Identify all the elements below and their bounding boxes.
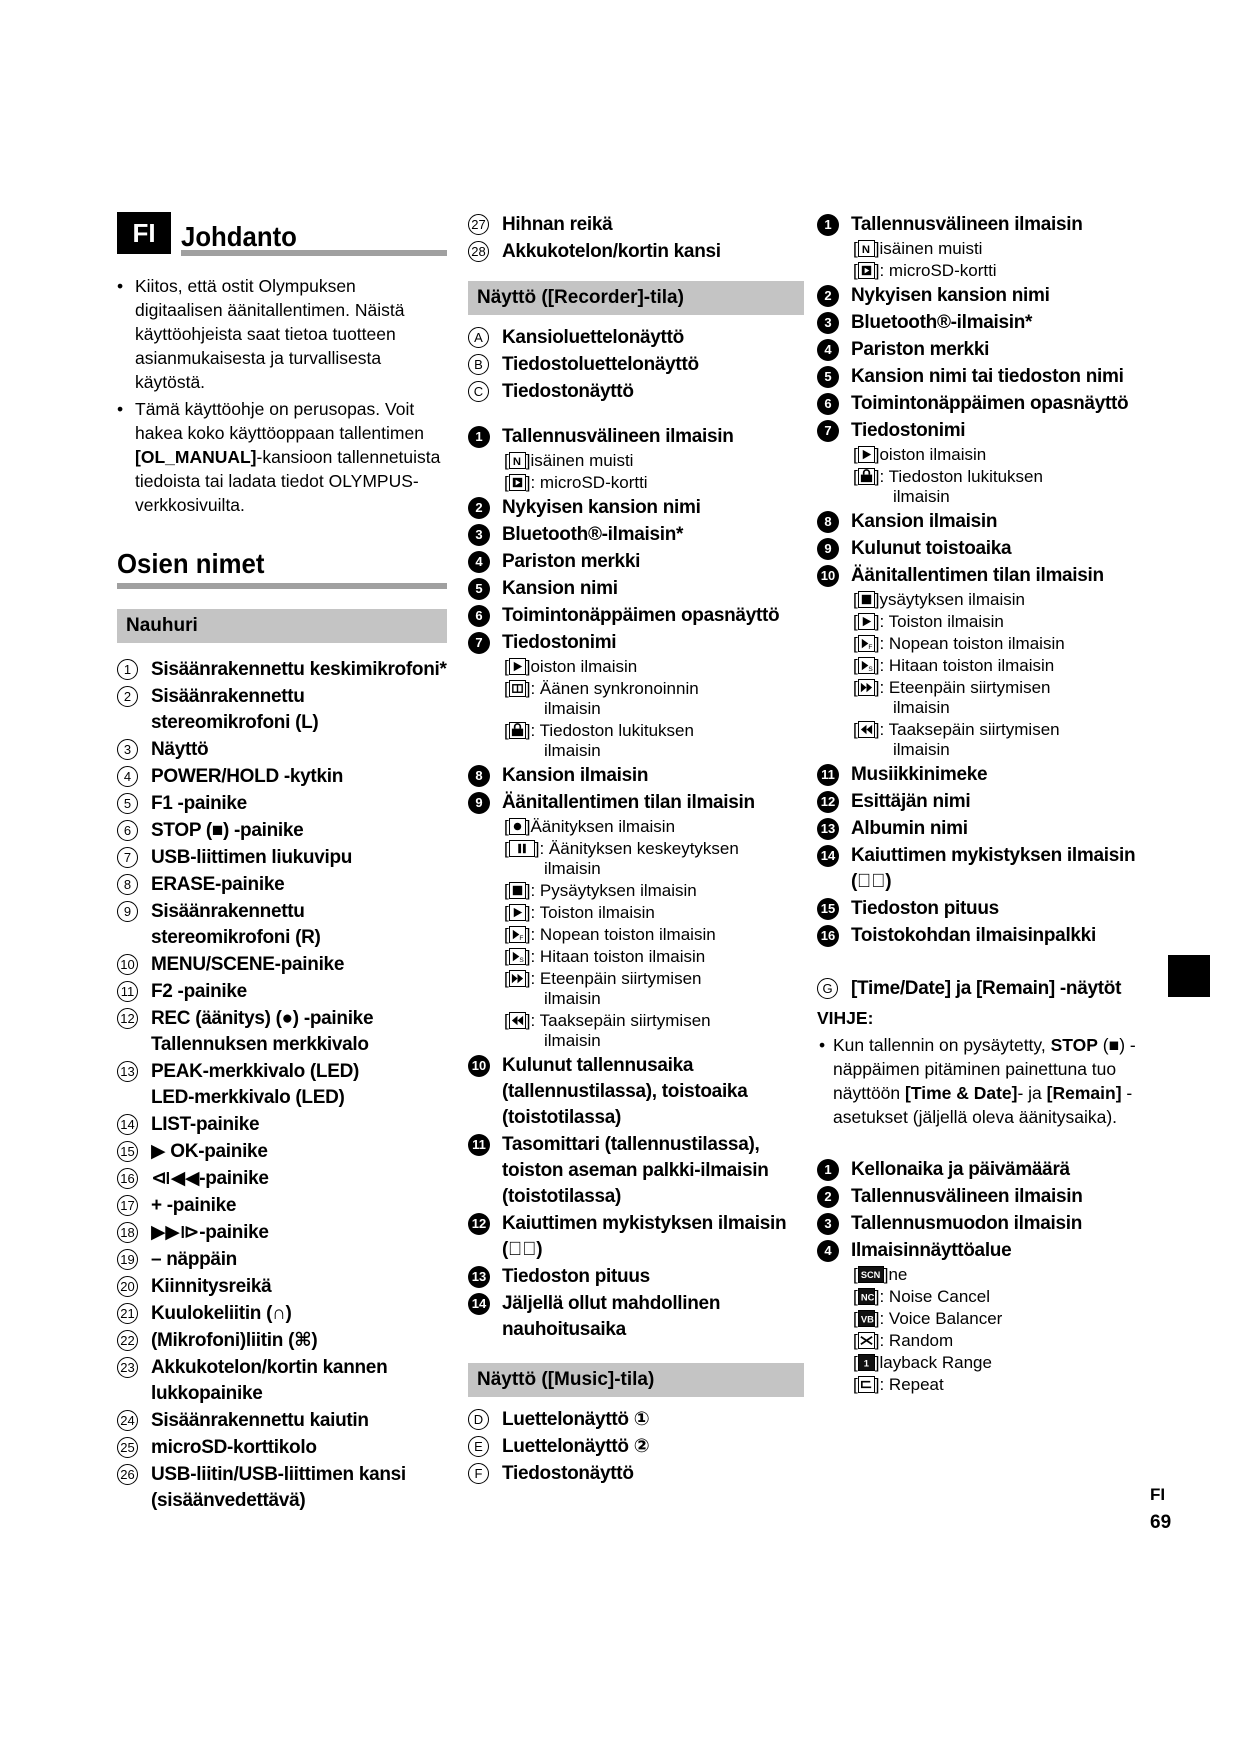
part-item: 5 F1 -painike (117, 791, 447, 817)
display-item-label: Tallennusvälineen ilmaisin (851, 214, 1083, 235)
part-item-label: Sisäänrakennettu stereomikrofoni (R) (151, 901, 321, 948)
recorder-display-label: Näyttö ([Recorder]-tila) (468, 281, 804, 315)
stop-icon (509, 882, 526, 899)
part-item-label: Kiinnitysreikä (151, 1276, 272, 1297)
part-item: 21 Kuulokeliitin (∩) (117, 1301, 447, 1327)
display-item: 4 Pariston merkki (817, 337, 1143, 363)
display-item-label: Pariston merkki (851, 339, 990, 360)
recorder-display-screens (468, 325, 804, 405)
range-icon (858, 1354, 875, 1371)
indicator-row: [ S ]: Hitaan toiston ilmaisin (853, 656, 1055, 675)
part-item-label: F1 -painike (151, 793, 247, 814)
indicator-row: [ F ]: Nopean toiston ilmaisin (853, 634, 1065, 653)
indicator-row: [ ]ysäytyksen ilmaisin (853, 590, 1025, 609)
slow-icon (858, 657, 875, 674)
part-item-label: Sisäänrakennettu kaiutin (151, 1410, 369, 1431)
display-item-label: Ilmaisinnäyttöalue (851, 1240, 1012, 1261)
screen-item-label: Tiedostonäyttö (502, 1463, 634, 1484)
part-item: 16 ⧏◀◀-painike (117, 1166, 447, 1192)
part-item: 9 Sisäänrakennettu stereomikrofoni (R) (117, 899, 447, 951)
part-item: 7 USB-liittimen liukuvipu (117, 845, 447, 871)
part-item: 2 Sisäänrakennettu stereomikrofoni (L) (117, 684, 447, 736)
part-item: 27 Hihnan reikä (468, 212, 804, 238)
screen-item-label: Luettelonäyttö ② (502, 1436, 650, 1457)
indicator-row: [ ]: Eteenpäin siirtymisen ilmaisin (853, 678, 1051, 717)
display-item-label: Kaiuttimen mykistyksen ilmaisin (◀⃠) (502, 1213, 787, 1260)
sync-icon (509, 680, 526, 697)
part-item-label: Sisäänrakennettu stereomikrofoni (L) (151, 686, 319, 733)
display-item: 3 Tallennusmuodon ilmaisin (817, 1211, 1143, 1237)
part-item: 24 Sisäänrakennettu kaiutin (117, 1408, 447, 1434)
play-icon (858, 613, 875, 630)
part-item-label: Kuulokeliitin (∩) (151, 1303, 292, 1324)
internal-icon (509, 452, 526, 469)
display-item: 8 Kansion ilmaisin (468, 763, 804, 789)
part-item-label: PEAK-merkkivalo (LED) LED-merkkivalo (LED) (151, 1061, 360, 1108)
part-item: 23 Akkukotelon/kortin kannen lukkopainike (117, 1355, 447, 1407)
lock-icon (858, 468, 875, 485)
fast-icon (509, 926, 526, 943)
display-item-label: Kansion nimi (502, 578, 618, 599)
svg-text:SCN: SCN (860, 1270, 881, 1281)
screen-item: F Tiedostonäyttö (468, 1461, 804, 1487)
part-item: 18 ▶▶⧐-painike (117, 1220, 447, 1246)
intro-bullet: • Kiitos, että ostit Olympuksen digitaalisen äänitallentimen. Näistä käyttöohjeista saat tietoa tuotteen asianmukaisesta ja turvallisesta käytöstä. (117, 274, 447, 394)
display-item: 16 Toistokohdan ilmaisinpalkki (817, 923, 1143, 949)
indicator-row: [ ]: Pysäytyksen ilmaisin (504, 881, 697, 900)
display-item-label: Nykyisen kansion nimi (502, 497, 701, 518)
display-item: 10 Kulunut tallennusaika (tallennustilassa), toistoaika (toistotilassa) (468, 1053, 804, 1131)
display-item: 10 Äänitallentimen tilan ilmaisin (817, 563, 1143, 589)
section-tab-marker (1168, 955, 1210, 997)
screen-item-label: Tiedostoluettelonäyttö (502, 354, 699, 375)
pause-icon (509, 840, 535, 857)
display-item: 1 Tallennusvälineen ilmaisin (817, 212, 1143, 238)
display-item: 13 Albumin nimi (817, 816, 1143, 842)
part-item: 26 USB-liitin/USB-liittimen kansi (sisäänvedettävä) (117, 1462, 447, 1514)
part-item-label: USB-liitin/USB-liittimen kansi (sisäänvedettävä) (151, 1464, 406, 1511)
display-item: 3 Bluetooth®-ilmaisin* (468, 522, 804, 548)
indicator-row: [ S ]: Hitaan toiston ilmaisin (504, 947, 706, 966)
footer-language: FI (1150, 1485, 1166, 1504)
display-item: 4 Ilmaisinnäyttöalue (817, 1238, 1143, 1264)
indicator-row: [ ]: Äänityksen keskeytyksen ilmaisin (504, 839, 739, 878)
display-item: 11 Musiikkinimeke (817, 762, 1143, 788)
page-number: 69 (1150, 1512, 1172, 1533)
screen-item-label: Tiedostonäyttö (502, 381, 634, 402)
display-item-label: Nykyisen kansion nimi (851, 285, 1050, 306)
lock-icon (509, 722, 526, 739)
indicator-row: [ ]: microSD-kortti (504, 473, 648, 492)
svg-text:1: 1 (863, 1358, 869, 1369)
part-item: 15 ▶ OK-painike (117, 1139, 447, 1165)
part-item-label: MENU/SCENE-painike (151, 954, 345, 975)
part-item-label: – näppäin (151, 1249, 237, 1270)
music-display-items (817, 212, 1143, 949)
display-item-label: Kaiuttimen mykistyksen ilmaisin (◀⃠) (851, 845, 1136, 892)
screen-item: A Kansioluettelonäyttö (468, 325, 804, 351)
parts-title-rule (117, 583, 447, 589)
part-item: 13 PEAK-merkkivalo (LED) LED-merkkivalo (LED) (117, 1059, 447, 1111)
display-item: 2 Nykyisen kansion nimi (468, 495, 804, 521)
display-item: 9 Kulunut toistoaika (817, 536, 1143, 562)
display-item-label: Tiedostonimi (851, 420, 966, 441)
display-item: 7 Tiedostonimi (468, 630, 804, 656)
part-item: 25 microSD-korttikolo (117, 1435, 447, 1461)
svg-text:NC: NC (860, 1292, 874, 1303)
display-item-label: Tiedoston pituus (502, 1266, 650, 1287)
part-item-label: ERASE-painike (151, 874, 285, 895)
part-item: 3 Näyttö (117, 737, 447, 763)
svg-text:N: N (861, 244, 870, 256)
display-item: 2 Tallennusvälineen ilmaisin (817, 1184, 1143, 1210)
display-item-label: Kansion nimi tai tiedoston nimi (851, 366, 1124, 387)
part-item: 10 MENU/SCENE-painike (117, 952, 447, 978)
part-item-label: Akkukotelon/kortin kansi (502, 241, 721, 262)
play-icon (858, 446, 875, 463)
indicator-row: [ ]oiston ilmaisin (504, 657, 638, 676)
indicator-row: [ ]Äänityksen ilmaisin (504, 817, 676, 836)
sd-icon (858, 262, 875, 279)
screen-item: E Luettelonäyttö ② (468, 1434, 804, 1460)
intro-heading (117, 212, 447, 254)
part-item-label: STOP (■) -painike (151, 820, 304, 841)
indicator-row: [ ]: Repeat (853, 1375, 944, 1394)
display-item-label: Bluetooth®-ilmaisin* (851, 312, 1033, 333)
display-item-label: Toistokohdan ilmaisinpalkki (851, 925, 1096, 946)
display-item: 5 Kansion nimi tai tiedoston nimi (817, 364, 1143, 390)
indicator-row: [ ]: microSD-kortti (853, 261, 997, 280)
rew-icon (509, 1012, 526, 1029)
part-item-label: ▶ OK-painike (151, 1141, 268, 1162)
indicator-row: [ ]: Taaksepäin siirtymisen ilmaisin (504, 1011, 711, 1050)
display-item: 4 Pariston merkki (468, 549, 804, 575)
fast-icon (858, 635, 875, 652)
indicator-row: [ ]: Tiedoston lukituksen ilmaisin (504, 721, 694, 760)
tip-text: • Kun tallennin on pysäytetty, STOP (■) -näppäimen pitäminen painettuna tuo näyttöön [Time & Date]- ja [Remain] -asetukset (jäljellä oleva äänitysaika). (817, 1033, 1143, 1129)
indicator-row: [ NC ]: Noise Cancel (853, 1287, 991, 1306)
column-3 (817, 212, 1143, 1397)
display-item-label: Musiikkinimeke (851, 764, 988, 785)
display-item-label: Toimintonäppäimen opasnäyttö (851, 393, 1129, 414)
stop-icon (858, 591, 875, 608)
display-item: 12 Kaiuttimen mykistyksen ilmaisin (◀⃠) (468, 1211, 804, 1263)
indicator-row: [ 1 ]layback Range (853, 1353, 992, 1372)
part-item: 17 + -painike (117, 1193, 447, 1219)
part-item-label: microSD-korttikolo (151, 1437, 317, 1458)
display-item-label: Bluetooth®-ilmaisin* (502, 524, 684, 545)
ff-icon (858, 679, 875, 696)
music-display-label: Näyttö ([Music]-tila) (468, 1363, 804, 1397)
display-item: 8 Kansion ilmaisin (817, 509, 1143, 535)
part-item-label: POWER/HOLD -kytkin (151, 766, 344, 787)
screen-item: D Luettelonäyttö ① (468, 1407, 804, 1433)
indicator-row: [ ]: Tiedoston lukituksen ilmaisin (853, 467, 1043, 506)
display-item-label: Toimintonäppäimen opasnäyttö (502, 605, 780, 626)
svg-text:S: S (868, 666, 873, 673)
column-1 (117, 212, 447, 1515)
part-item: 4 POWER/HOLD -kytkin (117, 764, 447, 790)
display-item: 14 Jäljellä ollut mahdollinen nauhoitusaika (468, 1291, 804, 1343)
parts-list-continued (468, 212, 804, 265)
part-item-label: USB-liittimen liukuvipu (151, 847, 353, 868)
ff-icon (509, 970, 526, 987)
display-item-label: Kansion ilmaisin (502, 765, 649, 786)
intro-bullet: • Tämä käyttöohje on perusopas. Voit hakea koko käyttöoppaan tallentimen [OL_MANUAL]-kansioon tallennetuista tiedoista tai ladata tiedot OLYMPUS-verkkosivuilta. (117, 397, 447, 517)
display-item-label: Äänitallentimen tilan ilmaisin (851, 565, 1104, 586)
svg-text:S: S (519, 957, 524, 964)
part-item: 12 REC (äänitys) (●) -painike Tallennuksen merkkivalo (117, 1006, 447, 1058)
part-item-label: LIST-painike (151, 1114, 260, 1135)
display-item-label: Kulunut toistoaika (851, 538, 1012, 559)
indicator-row: [ VB ]: Voice Balancer (853, 1309, 1003, 1328)
svg-text:VB: VB (860, 1314, 874, 1325)
time-display-items (817, 1157, 1143, 1395)
part-item-label: Näyttö (151, 739, 209, 760)
indicator-row: [ ]: Taaksepäin siirtymisen ilmaisin (853, 720, 1060, 759)
part-item-label: (Mikrofoni)liitin (⌘) (151, 1330, 318, 1351)
display-item: 12 Esittäjän nimi (817, 789, 1143, 815)
time-display-heading: G [Time/Date] ja [Remain] -näytöt (817, 976, 1143, 1002)
column-2 (468, 212, 804, 1488)
display-item: 11 Tasomittari (tallennustilassa), toiston aseman palkki-ilmaisin (toistotilassa) (468, 1132, 804, 1210)
parts-title: Osien nimet (117, 548, 265, 579)
display-item-label: Esittäjän nimi (851, 791, 971, 812)
part-item-label: Sisäänrakennettu keskimikrofoni* (151, 659, 447, 680)
play-icon (509, 904, 526, 921)
recorder-display-items (468, 424, 804, 1343)
indicator-row: [ ]: Eteenpäin siirtymisen ilmaisin (504, 969, 702, 1008)
random-icon (858, 1332, 875, 1349)
display-item: 5 Kansion nimi (468, 576, 804, 602)
display-item: 9 Äänitallentimen tilan ilmaisin (468, 790, 804, 816)
display-item: 6 Toimintonäppäimen opasnäyttö (468, 603, 804, 629)
indicator-row: [ N ]isäinen muisti (504, 451, 634, 470)
display-item-label: Tiedoston pituus (851, 898, 999, 919)
display-item-label: Tiedostonimi (502, 632, 617, 653)
svg-text:F: F (519, 935, 524, 942)
display-item-label: Tallennusvälineen ilmaisin (502, 426, 734, 447)
display-item-label: Jäljellä ollut mahdollinen nauhoitusaika (502, 1293, 721, 1340)
rew-icon (858, 721, 875, 738)
screen-item-label: Luettelonäyttö ① (502, 1409, 650, 1430)
tip-label: VIHJE: (817, 1008, 874, 1028)
part-item-label: ⧏◀◀-painike (151, 1168, 269, 1189)
part-item: 1 Sisäänrakennettu keskimikrofoni* (117, 657, 447, 683)
internal-icon (858, 240, 875, 257)
svg-text:N: N (512, 456, 521, 468)
display-item: 6 Toimintonäppäimen opasnäyttö (817, 391, 1143, 417)
indicator-row: [ SCN ]ne (853, 1265, 908, 1284)
display-item: 7 Tiedostonimi (817, 418, 1143, 444)
svg-text:F: F (868, 644, 873, 651)
screen-item: B Tiedostoluettelonäyttö (468, 352, 804, 378)
display-item: 14 Kaiuttimen mykistyksen ilmaisin (◀⃠) (817, 843, 1143, 895)
slow-icon (509, 948, 526, 965)
indicator-row: [ ]oiston ilmaisin (853, 445, 987, 464)
part-item-label: Akkukotelon/kortin kannen lukkopainike (151, 1357, 388, 1404)
parts-list (117, 657, 447, 1514)
play-icon (509, 658, 526, 675)
indicator-row: [ N ]isäinen muisti (853, 239, 983, 258)
part-item: 28 Akkukotelon/kortin kansi (468, 239, 804, 265)
intro-title: Johdanto (181, 221, 297, 252)
display-item: 2 Nykyisen kansion nimi (817, 283, 1143, 309)
display-item-label: Pariston merkki (502, 551, 641, 572)
display-item: 1 Tallennusvälineen ilmaisin (468, 424, 804, 450)
screen-item: C Tiedostonäyttö (468, 379, 804, 405)
part-item-label: Hihnan reikä (502, 214, 613, 235)
part-item: 19 – näppäin (117, 1247, 447, 1273)
part-item: 6 STOP (■) -painike (117, 818, 447, 844)
language-badge: FI (117, 212, 171, 254)
display-item: 3 Bluetooth®-ilmaisin* (817, 310, 1143, 336)
part-item: 11 F2 -painike (117, 979, 447, 1005)
repeat-icon (858, 1376, 875, 1393)
display-item-label: Albumin nimi (851, 818, 968, 839)
indicator-row: [ ]: Toiston ilmaisin (853, 612, 1004, 631)
part-item-label: REC (äänitys) (●) -painike Tallennuksen merkkivalo (151, 1008, 374, 1055)
display-item-label: Kansion ilmaisin (851, 511, 998, 532)
rec-icon (509, 818, 526, 835)
indicator-row: [ ]: Random (853, 1331, 954, 1350)
scene-icon (858, 1266, 884, 1283)
indicator-row: [ ]: Toiston ilmaisin (504, 903, 655, 922)
part-item: 8 ERASE-painike (117, 872, 447, 898)
music-display-screens (468, 1407, 804, 1487)
part-item: 14 LIST-painike (117, 1112, 447, 1138)
display-item-label: Äänitallentimen tilan ilmaisin (502, 792, 755, 813)
display-item-label: Tasomittari (tallennustilassa), toiston aseman palkki-ilmaisin (toistotilassa) (502, 1134, 769, 1207)
part-item-label: F2 -painike (151, 981, 247, 1002)
display-item-label: Tallennusvälineen ilmaisin (851, 1186, 1083, 1207)
part-item-label: ▶▶⧐-painike (151, 1222, 269, 1243)
screen-item-label: Kansioluettelonäyttö (502, 327, 684, 348)
display-item: 1 Kellonaika ja päivämäärä (817, 1157, 1143, 1183)
display-item: 13 Tiedoston pituus (468, 1264, 804, 1290)
display-item: 15 Tiedoston pituus (817, 896, 1143, 922)
vb-icon (858, 1310, 875, 1327)
indicator-row: [ ]: Äänen synkronoinnin ilmaisin (504, 679, 699, 718)
display-item-label: Kellonaika ja päivämäärä (851, 1159, 1070, 1180)
indicator-row: [ F ]: Nopean toiston ilmaisin (504, 925, 716, 944)
intro-bullets (117, 274, 447, 517)
sd-icon (509, 474, 526, 491)
display-item-label: Kulunut tallennusaika (tallennustilassa), toistoaika (toistotilassa) (502, 1055, 748, 1128)
display-item-label: Tallennusmuodon ilmaisin (851, 1213, 1083, 1234)
part-item-label: + -painike (151, 1195, 237, 1216)
part-item: 20 Kiinnitysreikä (117, 1274, 447, 1300)
nc-icon (858, 1288, 875, 1305)
part-item: 22 (Mikrofoni)liitin (⌘) (117, 1328, 447, 1354)
recorder-section-label: Nauhuri (117, 609, 447, 643)
